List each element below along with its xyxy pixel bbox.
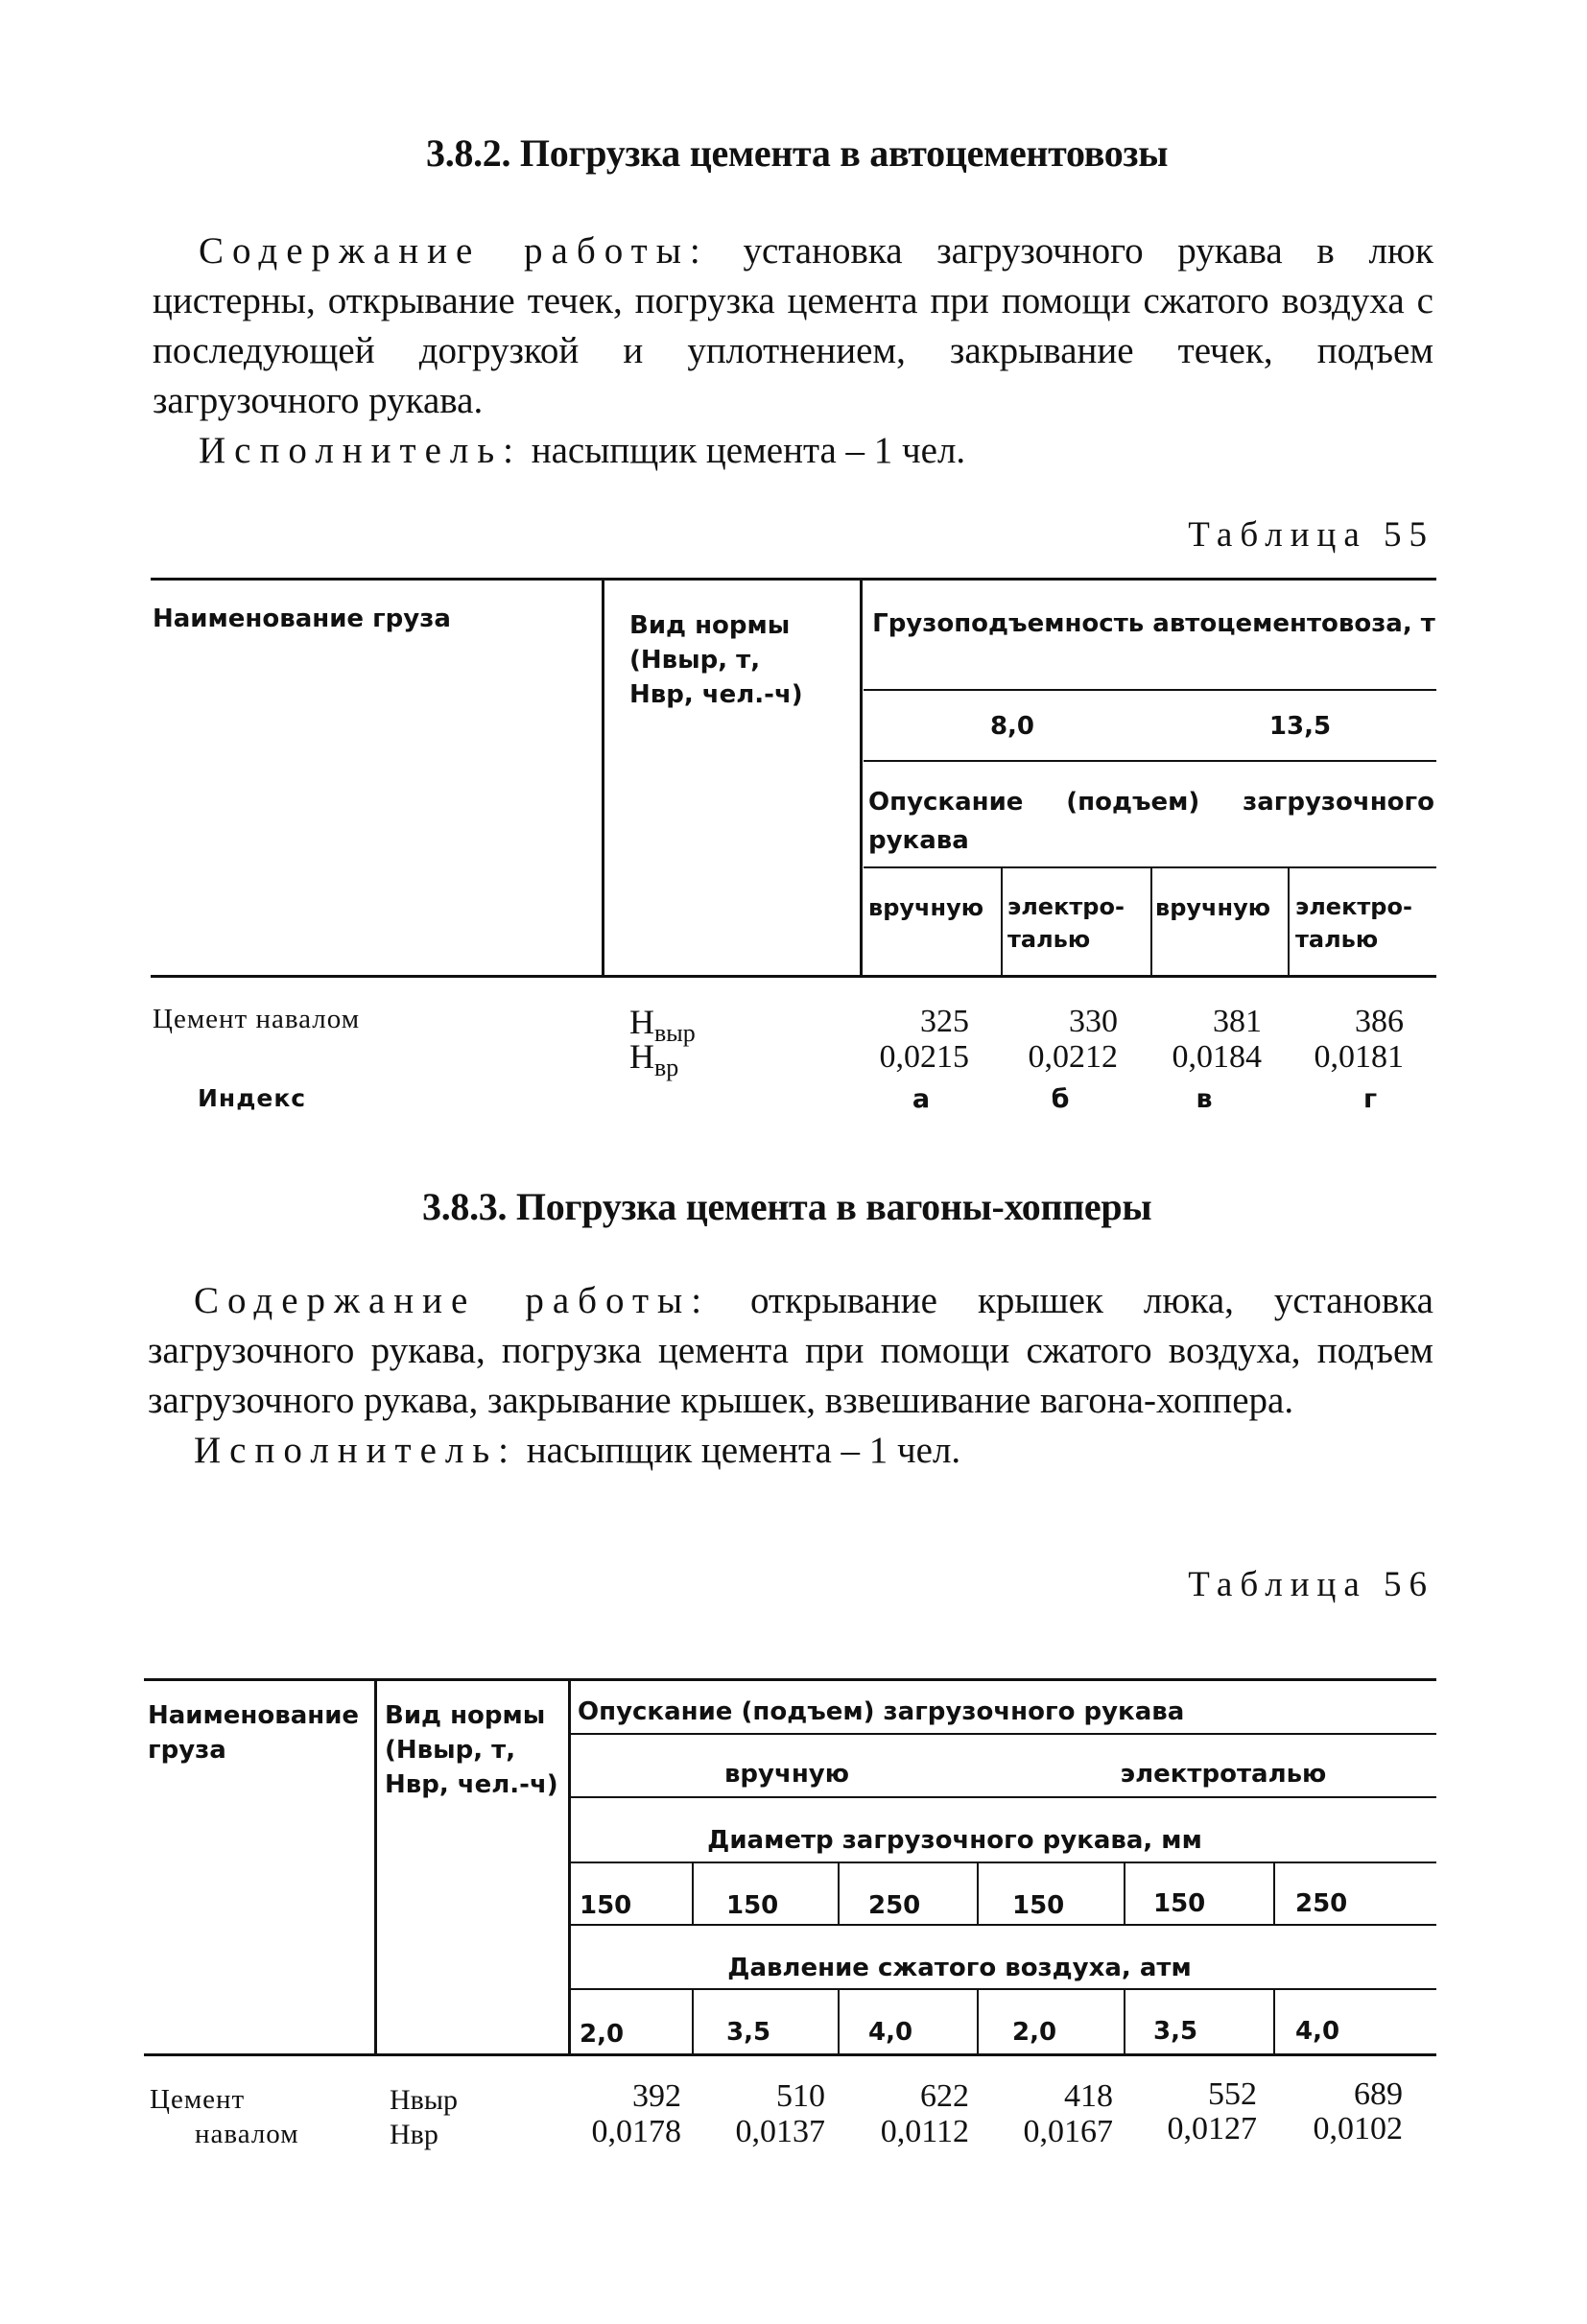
- pressure-value: 3,5: [1153, 2017, 1198, 2046]
- section-title: 3.8.3. Погрузка цемента в вагоны-хопперы: [422, 1185, 1152, 1228]
- table-top-rule: [144, 1678, 1436, 1681]
- diameter-value: 250: [868, 1891, 921, 1920]
- diameter-value: 250: [1295, 1889, 1348, 1918]
- value-output: 386: [1355, 1004, 1404, 1039]
- index-value: б: [1051, 1084, 1070, 1114]
- table-rule: [571, 1862, 1436, 1863]
- value-time: 0,0127: [1167, 2111, 1257, 2146]
- diameter-header: Диаметр загрузочного рукава, мм: [707, 1826, 1202, 1855]
- pressure-value: 3,5: [726, 2018, 771, 2047]
- table-label: Таблица 55: [1188, 515, 1434, 555]
- method-hoist: электро-талью: [1007, 893, 1125, 953]
- value-output: 330: [1069, 1004, 1118, 1039]
- value-output: 552: [1208, 2076, 1257, 2112]
- column-header-name: Наименование груза: [148, 1701, 360, 1765]
- row-cargo-name-cont: навалом: [195, 2119, 299, 2149]
- section-body: [153, 226, 1433, 476]
- pressure-value: 4,0: [1295, 2017, 1340, 2046]
- value-output: 689: [1354, 2076, 1403, 2112]
- norm-time-letter: Н: [629, 1037, 654, 1076]
- table-col-divider: [838, 1989, 840, 2054]
- index-label: Индекс: [198, 1084, 307, 1112]
- method-manual: вручную: [868, 894, 984, 921]
- diameter-value: 150: [1153, 1889, 1206, 1918]
- executor-label: Исполнитель:: [199, 430, 522, 471]
- table-header-bottom-rule: [151, 975, 1436, 978]
- diameter-value: 150: [580, 1891, 632, 1920]
- capacity-header: Грузоподъемность автоцементовоза, т: [872, 609, 1435, 638]
- norm-time: [629, 1036, 678, 1082]
- norm-time-sub: вр: [654, 1054, 679, 1081]
- diameter-value: 150: [726, 1891, 779, 1920]
- content-paragraph: [148, 1276, 1433, 1426]
- value-output: 418: [1064, 2078, 1113, 2114]
- content-text: установка загрузочного рукава в люк цистерны, открывание течек, погрузка цемента при помощи сжатого воздуха с последующей догрузкой и уплотнением, закрывание течек, подъем загрузочного рукава.: [153, 230, 1433, 421]
- table-col-divider: [602, 580, 604, 977]
- capacity-13-5: 13,5: [1268, 712, 1332, 741]
- value-output: 622: [920, 2078, 969, 2114]
- table-rule: [571, 1988, 1436, 1990]
- section-body: [148, 1276, 1433, 1476]
- method-manual: вручную: [1155, 894, 1271, 921]
- executor-text: насыпщик цемента – 1 чел.: [516, 1430, 961, 1471]
- pressure-value: 2,0: [1012, 2018, 1057, 2047]
- table-label: Таблица 56: [1188, 1565, 1434, 1604]
- value-output: 325: [920, 1004, 969, 1039]
- table-col-divider: [374, 1679, 377, 2055]
- pressure-value: 2,0: [580, 2020, 625, 2049]
- content-label: Содержание работы:: [199, 230, 709, 272]
- method-hoist: электроталью: [1120, 1760, 1327, 1789]
- row-cargo-name: Цемент навалом: [153, 1004, 361, 1034]
- value-time: 0,0178: [591, 2114, 681, 2149]
- table-rule: [571, 1924, 1436, 1926]
- value-output: 510: [776, 2078, 825, 2114]
- value-time: 0,0167: [1023, 2114, 1113, 2149]
- table-col-divider: [977, 1862, 979, 1925]
- value-time: 0,0212: [1028, 1039, 1118, 1075]
- value-time: 0,0181: [1314, 1039, 1404, 1075]
- column-header-norm: Вид нормы (Нвыр, т, Нвр, чел.-ч): [385, 1701, 558, 1799]
- table-col-divider: [860, 580, 863, 977]
- method-manual: вручную: [723, 1760, 850, 1789]
- content-paragraph: [153, 226, 1433, 426]
- value-time: 0,0137: [735, 2114, 825, 2149]
- table-header-bottom-rule: [144, 2053, 1436, 2056]
- table-col-divider: [692, 1862, 694, 1925]
- table-col-divider: [1124, 1989, 1125, 2054]
- value-output: 381: [1213, 1004, 1262, 1039]
- index-value: в: [1196, 1084, 1213, 1114]
- value-time: 0,0112: [880, 2114, 969, 2149]
- norm-output-sub: выр: [654, 1019, 696, 1047]
- column-header-norm: Вид нормы (Нвыр, т, Нвр, чел.-ч): [629, 611, 803, 709]
- diameter-value: 150: [1012, 1891, 1065, 1920]
- table-col-divider: [1124, 1862, 1125, 1925]
- table-col-divider: [977, 1989, 979, 2054]
- executor-paragraph: [148, 1426, 1433, 1476]
- column-header-name: Наименование груза: [153, 605, 451, 633]
- content-label: Содержание работы:: [194, 1280, 711, 1321]
- table-col-divider: [692, 1989, 694, 2054]
- content-text: открывание крышек люка, установка загрузочного рукава, погрузка цемента при помощи сжатого воздуха, подъем загрузочного рукава, закрывание крышек, взвешивание вагона-хоппера.: [148, 1280, 1433, 1421]
- row-cargo-name: Цемент: [150, 2084, 246, 2115]
- table-col-divider: [1150, 868, 1152, 975]
- table-rule: [864, 689, 1436, 691]
- table-col-divider: [1273, 1862, 1275, 1925]
- pressure-header: Давление сжатого воздуха, атм: [727, 1954, 1192, 1982]
- table-col-divider: [568, 1679, 571, 2055]
- table-top-rule: [151, 578, 1436, 581]
- executor-paragraph: [153, 426, 1433, 476]
- executor-text: насыпщик цемента – 1 чел.: [521, 430, 966, 471]
- table-rule: [864, 760, 1436, 762]
- table-col-divider: [1273, 1989, 1275, 2054]
- method-hoist: электро-талью: [1295, 893, 1412, 953]
- value-time: 0,0184: [1172, 1039, 1262, 1075]
- value-time: 0,0102: [1313, 2111, 1403, 2146]
- executor-label: Исполнитель:: [194, 1430, 517, 1471]
- capacity-8: 8,0: [989, 712, 1035, 741]
- value-time: 0,0215: [879, 1039, 969, 1075]
- norm-time: Нвр: [390, 2119, 438, 2150]
- norm-output-letter: Н: [629, 1003, 654, 1041]
- table-col-divider: [838, 1862, 840, 1925]
- index-value: г: [1362, 1084, 1378, 1114]
- norm-output: Нвыр: [390, 2084, 458, 2116]
- index-value: а: [912, 1084, 931, 1114]
- value-output: 392: [632, 2078, 681, 2114]
- pressure-value: 4,0: [868, 2018, 913, 2047]
- table-rule: [571, 1733, 1436, 1735]
- operation-header: Опускание (подъем) загрузочного рукава: [868, 788, 1434, 855]
- operation-header: Опускание (подъем) загрузочного рукава: [578, 1697, 1185, 1726]
- table-rule: [571, 1796, 1436, 1798]
- section-title: 3.8.2. Погрузка цемента в автоцементовозы: [426, 131, 1169, 175]
